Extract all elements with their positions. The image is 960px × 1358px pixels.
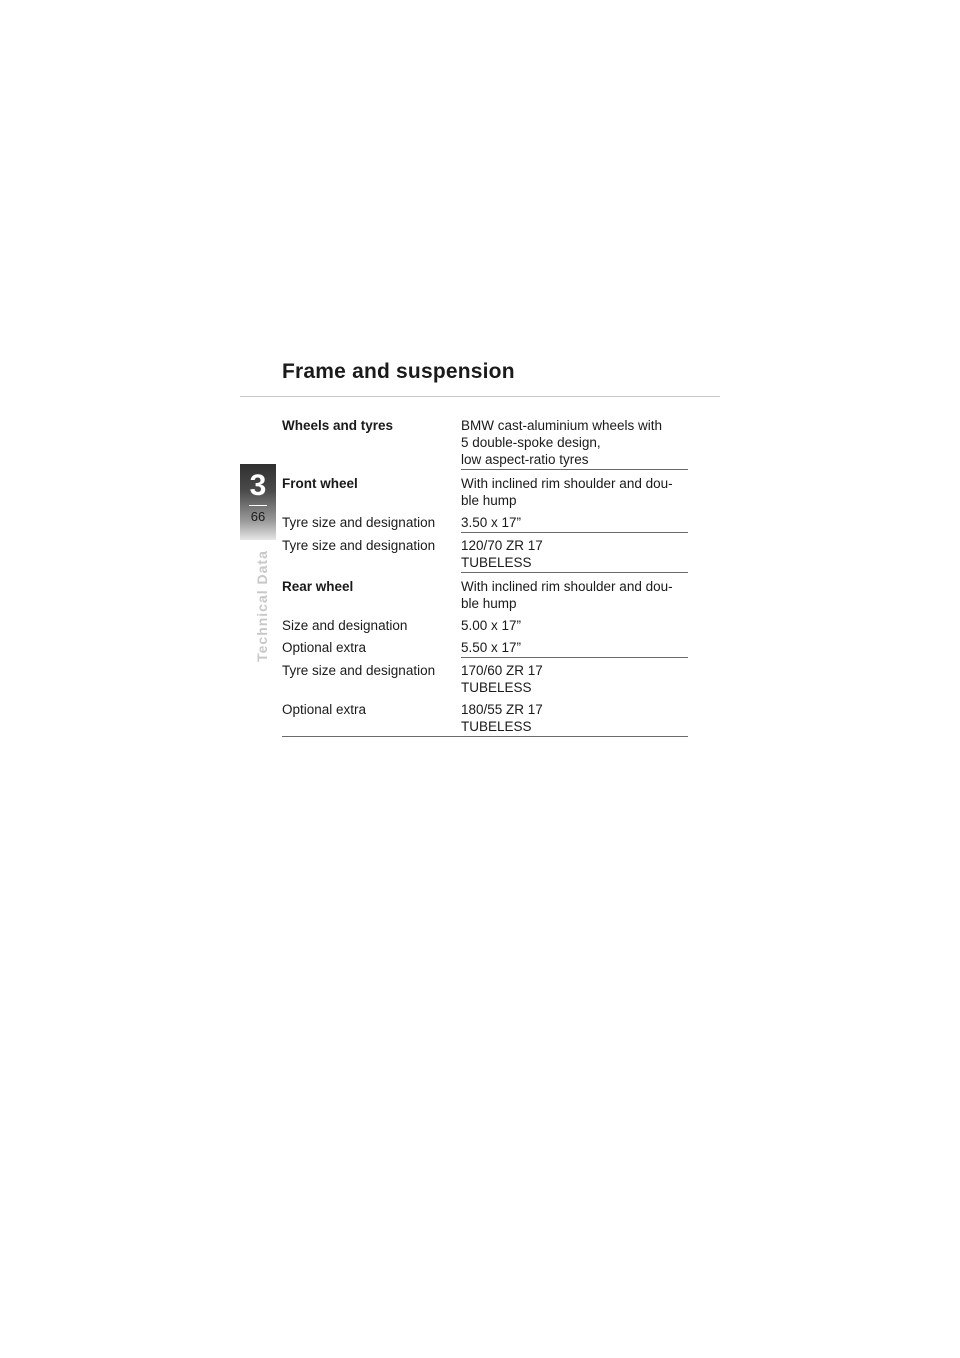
- spec-row-front-wheel: [282, 475, 688, 509]
- spec-label: Wheels and tyres: [282, 418, 394, 433]
- spec-row-front-size: [282, 514, 688, 531]
- spec-value: With inclined rim shoulder and dou- ble hump: [461, 476, 673, 508]
- spec-value: 180/55 ZR 17 TUBELESS: [461, 702, 543, 734]
- spec-value: 3.50 x 17”: [461, 515, 522, 530]
- spec-value: 5.50 x 17”: [461, 640, 522, 655]
- spec-label: Rear wheel: [282, 579, 354, 594]
- spec-label: Tyre size and designation: [282, 538, 436, 553]
- row-divider: [461, 532, 688, 533]
- page-title: Frame and suspension: [282, 360, 515, 383]
- spec-label: Front wheel: [282, 476, 358, 491]
- row-divider: [461, 572, 688, 573]
- spec-row-rear-tyre: [282, 662, 688, 696]
- spec-label: Tyre size and designation: [282, 515, 436, 530]
- spec-value: 170/60 ZR 17 TUBELESS: [461, 663, 543, 695]
- spec-row-rear-size: [282, 617, 688, 634]
- spec-row-front-tyre: [282, 537, 688, 571]
- spec-table: [282, 417, 688, 737]
- chapter-tab: [240, 464, 276, 540]
- title-divider: [240, 396, 720, 397]
- spec-row-wheels-and-tyres: [282, 417, 688, 468]
- spec-label: Optional extra: [282, 702, 367, 717]
- spec-row-rear-optional-size: [282, 639, 688, 656]
- spec-row-rear-wheel: [282, 578, 688, 612]
- spec-label: Size and designation: [282, 618, 408, 633]
- spec-value: BMW cast-aluminium wheels with 5 double-spoke design, low aspect-ratio tyres: [461, 418, 663, 467]
- row-divider: [461, 469, 688, 470]
- row-divider: [461, 657, 688, 658]
- spec-value: 5.00 x 17”: [461, 618, 522, 633]
- table-bottom-rule: [282, 736, 688, 737]
- spec-row-rear-optional-tyre: [282, 701, 688, 735]
- spec-label: Optional extra: [282, 640, 367, 655]
- chapter-number: 3: [249, 469, 267, 502]
- section-side-label: Technical Data: [254, 550, 270, 662]
- page-number: 66: [250, 509, 266, 524]
- spec-value: With inclined rim shoulder and dou- ble hump: [461, 579, 673, 611]
- spec-label: Tyre size and designation: [282, 663, 436, 678]
- spec-value: 120/70 ZR 17 TUBELESS: [461, 538, 543, 570]
- chapter-separator: [249, 505, 267, 506]
